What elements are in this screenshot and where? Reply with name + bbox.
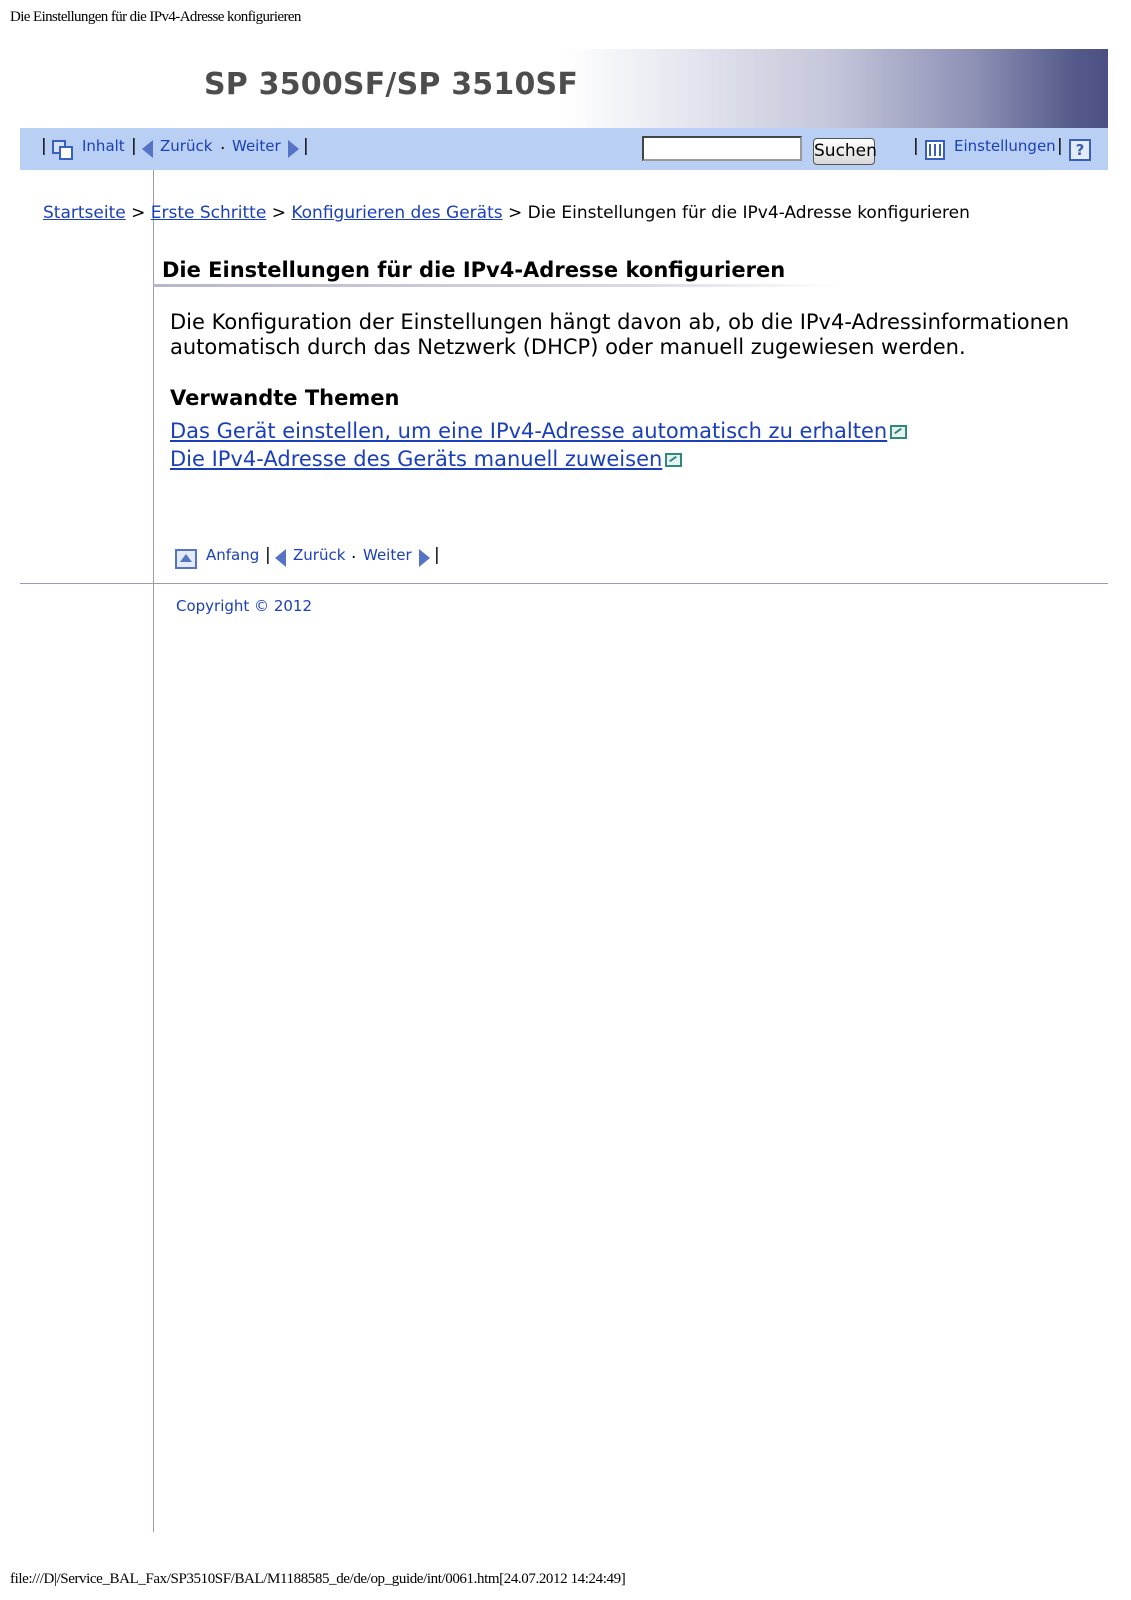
- title-underline: [153, 284, 841, 287]
- breadcrumb-separator: >: [508, 203, 523, 223]
- footer-divider: [20, 583, 1108, 584]
- back-arrow-icon[interactable]: [142, 140, 153, 158]
- related-topics-heading: Verwandte Themen: [170, 386, 400, 410]
- nav-separator: |: [131, 136, 137, 156]
- nav-separator: |: [1057, 136, 1063, 156]
- settings-link[interactable]: Einstellungen: [954, 137, 1056, 155]
- print-page-title: Die Einstellungen für die IPv4-Adresse konfigurieren: [10, 9, 301, 25]
- top-navbar: [20, 128, 1108, 170]
- copyright-text: Copyright © 2012: [176, 597, 313, 615]
- related-link-item: [170, 447, 682, 471]
- related-link-auto-ipv4[interactable]: Das Gerät einstellen, um eine IPv4-Adresse automatisch zu erhalten: [170, 419, 888, 443]
- product-banner: [20, 49, 1108, 128]
- breadcrumb-link-erste-schritte[interactable]: Erste Schritte: [150, 203, 267, 223]
- related-link-manual-ipv4[interactable]: Die IPv4-Adresse des Geräts manuell zuweisen: [170, 447, 663, 471]
- back-arrow-icon[interactable]: [275, 549, 286, 567]
- page-title: Die Einstellungen für die IPv4-Adresse konfigurieren: [162, 258, 786, 282]
- nav-separator: |: [265, 545, 271, 565]
- breadcrumb-separator: >: [271, 203, 286, 223]
- intro-paragraph: Die Konfiguration der Einstellungen hängt davon ab, ob die IPv4-Adressinformationen automatisch durch das Netzwerk (DHCP) oder manuell zugewiesen werden.: [170, 310, 1070, 359]
- next-arrow-icon[interactable]: [419, 549, 430, 567]
- back-link[interactable]: Zurück: [293, 546, 346, 564]
- external-link-icon[interactable]: [665, 453, 682, 467]
- breadcrumb-link-startseite[interactable]: Startseite: [43, 203, 126, 223]
- search-button[interactable]: Suchen: [813, 138, 875, 165]
- contents-icon[interactable]: [52, 140, 74, 160]
- breadcrumb-link-konfigurieren[interactable]: Konfigurieren des Geräts: [291, 203, 503, 223]
- breadcrumb-current: Die Einstellungen für die IPv4-Adresse konfigurieren: [527, 203, 970, 223]
- next-arrow-icon[interactable]: [288, 140, 299, 158]
- top-arrow-icon[interactable]: [175, 549, 197, 569]
- search-input[interactable]: [642, 136, 802, 161]
- settings-icon[interactable]: [925, 140, 945, 160]
- next-link[interactable]: Weiter: [363, 546, 412, 564]
- nav-separator: |: [434, 545, 440, 565]
- print-file-path: file:///D|/Service_BAL_Fax/SP3510SF/BAL/M1188585_de/de/op_guide/int/0061.htm[24.07.2012 14:24:49]: [10, 1571, 626, 1587]
- nav-separator: |: [303, 136, 309, 156]
- left-vertical-rule: [153, 170, 154, 1532]
- top-link[interactable]: Anfang: [206, 546, 260, 564]
- next-link[interactable]: Weiter: [232, 137, 281, 155]
- contents-link[interactable]: Inhalt: [82, 137, 125, 155]
- breadcrumb: [43, 203, 970, 223]
- help-icon[interactable]: ?: [1069, 139, 1091, 161]
- related-link-item: [170, 419, 907, 443]
- product-name: SP 3500SF/SP 3510SF: [204, 67, 579, 102]
- nav-separator: |: [41, 136, 47, 156]
- bottom-navbar: [175, 545, 475, 571]
- breadcrumb-separator: >: [131, 203, 146, 223]
- nav-dot: .: [220, 134, 226, 154]
- back-link[interactable]: Zurück: [160, 137, 213, 155]
- nav-separator: |: [913, 136, 919, 156]
- nav-dot: .: [351, 543, 357, 563]
- external-link-icon[interactable]: [890, 425, 907, 439]
